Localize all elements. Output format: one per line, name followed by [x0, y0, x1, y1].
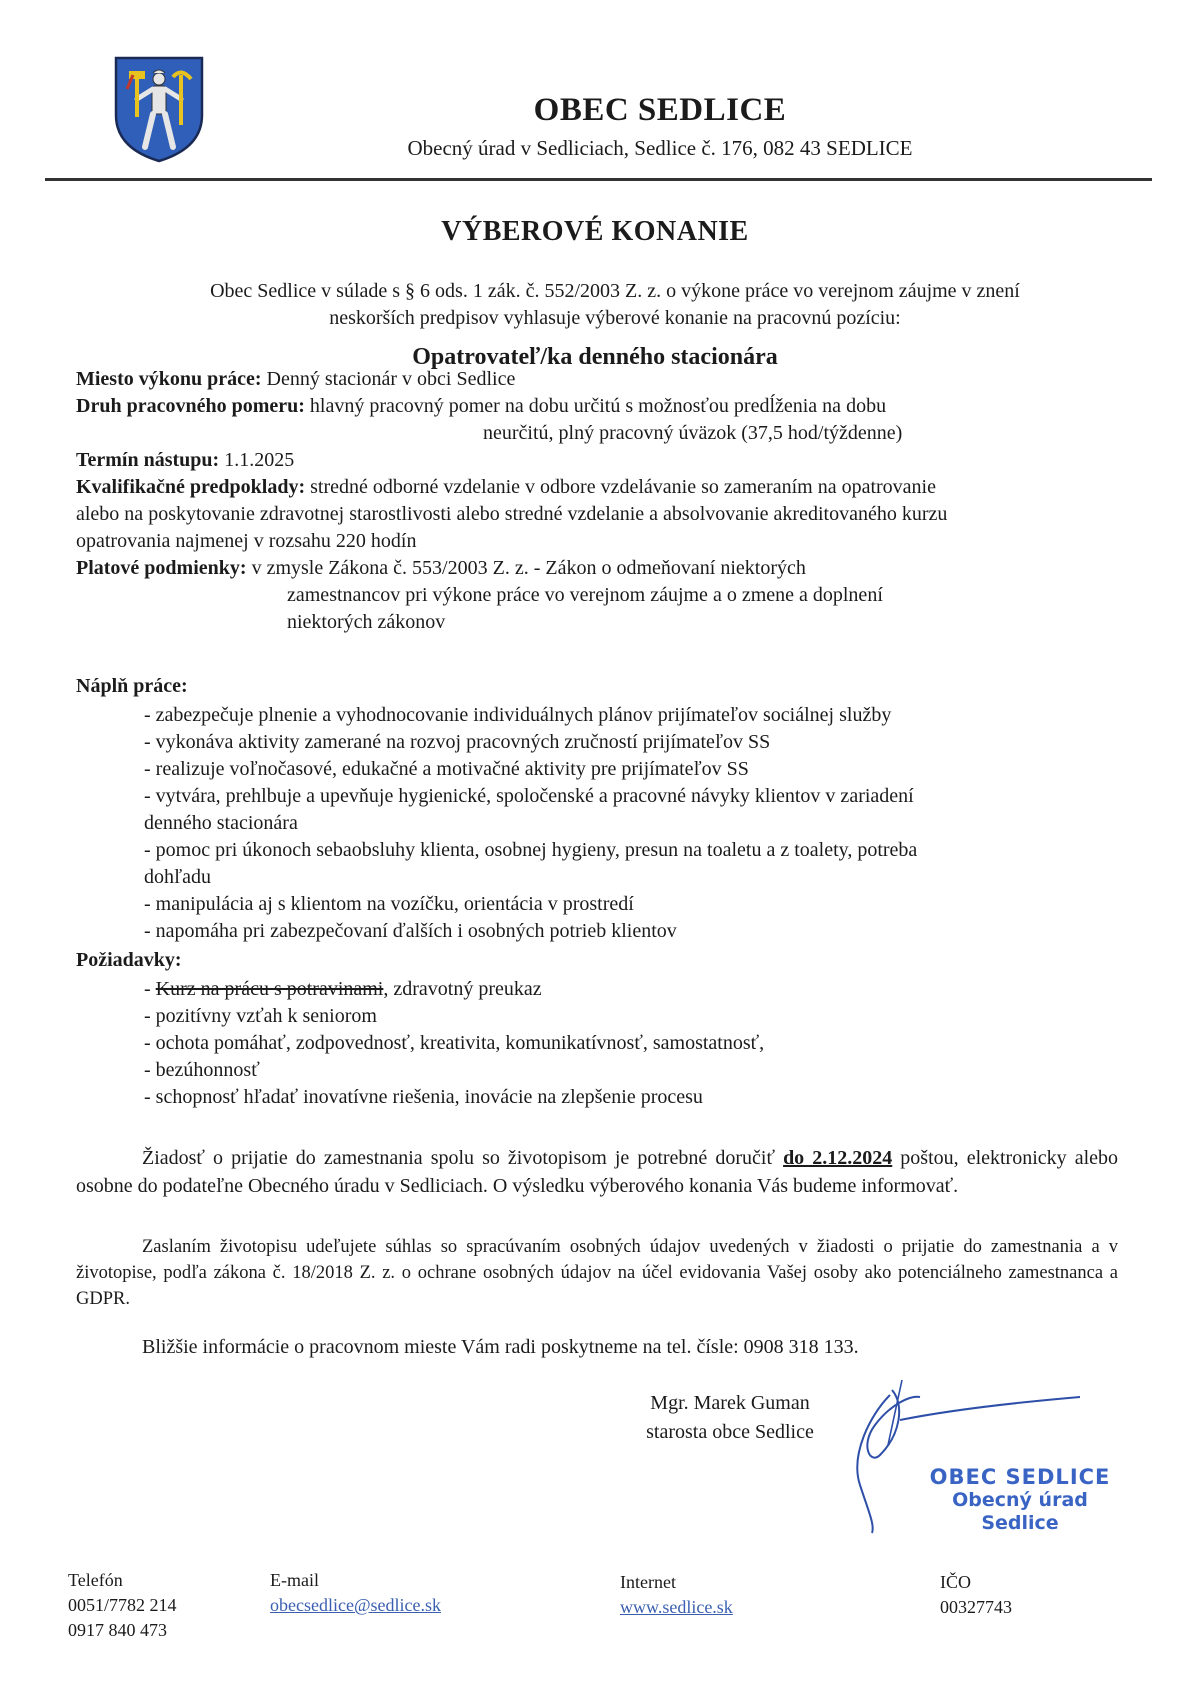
stamp-line-3: Sedlice: [981, 1512, 1059, 1534]
qual-label: Kvalifikačné predpoklady:: [76, 476, 306, 498]
qual-value-cont-2: opatrovania najmenej v rozsahu 220 hodín: [76, 530, 417, 552]
requirement-item: [144, 976, 1134, 1003]
duty-item: - vykonáva aktivity zamerané na rozvoj pracovných zručností prijímateľov SS: [144, 731, 771, 753]
detail-start: [76, 447, 1136, 474]
intro-line-2: neskorších predpisov vyhlasuje výberové konanie na pracovnú pozíciu:: [329, 307, 901, 329]
email-label: E-mail: [270, 1570, 319, 1590]
start-label: Termín nástupu:: [76, 449, 220, 471]
org-name: OBEC SEDLICE: [533, 92, 787, 128]
phone-number-2: 0917 840 473: [68, 1620, 167, 1640]
requirement-rest: , zdravotný preukaz: [383, 978, 542, 1000]
requirement-struck-text: Kurz na prácu s potravinami: [155, 978, 384, 1000]
requirements-label: Požiadavky:: [76, 949, 182, 971]
application-text-a: Žiadosť o prijatie do zamestnania spolu so životopisom je potrebné doručiť: [142, 1147, 784, 1169]
signatory-role: starosta obce Sedlice: [646, 1421, 814, 1443]
phone-label: Telefón: [68, 1570, 123, 1590]
signature-block: [620, 1389, 840, 1447]
contract-value-cont: neurčitú, plný pracovný úväzok (37,5 hod/týždenne): [483, 422, 903, 444]
phone-number-1: 0051/7782 214: [68, 1595, 177, 1615]
requirement-item: - ochota pomáhať, zodpovednosť, kreativita, komunikatívnosť, samostatnosť,: [144, 1032, 765, 1054]
place-label: Miesto výkonu práce:: [76, 368, 262, 390]
contract-label: Druh pracovného pomeru:: [76, 395, 305, 417]
salary-value-cont-1: zamestnancov pri výkone práce vo verejnom záujme a o zmene a doplnení: [287, 584, 883, 606]
intro-paragraph: [110, 278, 1120, 332]
duty-item: - napomáha pri zabezpečovaní ďalších i osobných potrieb klientov: [144, 920, 677, 942]
duty-item: - pomoc pri úkonoch sebaobsluhy klienta, osobnej hygieny, presun na toaletu a z toalety, potreba: [144, 839, 918, 861]
official-stamp: [920, 1466, 1120, 1535]
detail-qualification: [76, 474, 1136, 501]
stamp-line-1: OBEC SEDLICE: [929, 1465, 1111, 1489]
intro-line-1: Obec Sedlice v súlade s § 6 ods. 1 zák. č. 552/2003 Z. z. o výkone práce vo verejnom záujme v znení: [210, 280, 1020, 302]
qual-value: stredné odborné vzdelanie v odbore vzdelávanie so zameraním na opatrovanie: [305, 476, 936, 498]
ico-value: 00327743: [940, 1597, 1012, 1617]
application-text-b: poštou, elektronicky alebo osobne do podateľne Obecného úradu v Sedliciach. O výsledku výberového konania Vás budeme informovať.: [76, 1147, 1119, 1197]
application-paragraph: [76, 1144, 1118, 1200]
footer-ico: [940, 1570, 1012, 1620]
header-divider: [45, 178, 1152, 181]
email-link[interactable]: obecsedlice@sedlice.sk: [270, 1595, 442, 1615]
job-details: [76, 366, 1136, 636]
org-address: Obecný úrad v Sedliciach, Sedlice č. 176, 082 43 SEDLICE: [407, 136, 913, 160]
duty-item: - realizuje voľnočasové, edukačné a motivačné aktivity pre prijímateľov SS: [144, 758, 749, 780]
requirements-list: [144, 976, 1134, 1111]
footer-phone: [68, 1568, 177, 1643]
qual-value-cont-1: alebo na poskytovanie zdravotnej starostlivosti alebo stredné vzdelanie a absolvovanie akreditovaného kurzu: [76, 503, 948, 525]
requirement-item: - bezúhonnosť: [144, 1059, 260, 1081]
duty-item: - vytvára, prehlbuje a upevňuje hygienické, spoločenské a pracovné návyky klientov v zariadení: [144, 785, 914, 807]
duties-label: Náplň práce:: [76, 675, 188, 697]
contract-value: hlavný pracovný pomer na dobu určitú s možnosťou predĺženia na dobu: [304, 395, 887, 417]
detail-contract: [76, 393, 1136, 420]
web-label: Internet: [620, 1572, 676, 1592]
duty-item: - manipulácia aj s klientom na vozíčku, orientácia v prostredí: [144, 893, 634, 915]
footer-web: [620, 1570, 733, 1620]
detail-place: [76, 366, 1136, 393]
website-link[interactable]: www.sedlice.sk: [620, 1597, 733, 1617]
requirement-prefix: -: [144, 978, 156, 1000]
salary-value: v zmysle Zákona č. 553/2003 Z. z. - Zákon o odmeňovaní niektorých: [246, 557, 806, 579]
footer-email: [270, 1568, 441, 1618]
duty-item: denného stacionára: [144, 812, 298, 834]
application-deadline: do 2.12.2024: [783, 1147, 893, 1169]
gdpr-paragraph: Zaslaním životopisu udeľujete súhlas so spracúvaním osobných údajov uvedených v žiadosti o prijatie do zamestnania a v životopise, podľa zákona č. 18/2018 Z. z. o ochrane osobných údajov na účel evidovania Vašej osoby ako potenciálneho zamestnanca a GDPR.: [76, 1237, 1118, 1309]
duty-item: - zabezpečuje plnenie a vyhodnocovanie individuálnych plánov prijímateľov sociálnej služby: [144, 704, 892, 726]
detail-salary: [76, 555, 1136, 582]
requirement-item: - schopnosť hľadať inovatívne riešenia, inovácie na zlepšenie procesu: [144, 1086, 703, 1108]
duty-item: dohľadu: [144, 866, 212, 888]
requirement-item: - pozitívny vzťah k seniorom: [144, 1005, 377, 1027]
signatory-name: Mgr. Marek Guman: [650, 1392, 810, 1414]
ico-label: IČO: [940, 1572, 971, 1592]
salary-label: Platové podmienky:: [76, 557, 247, 579]
position-title: Opatrovateľ/ka denného stacionára: [412, 344, 778, 370]
contact-info-paragraph: Bližšie informácie o pracovnom mieste Vám radi poskytneme na tel. čísle: 0908 318 133.: [142, 1336, 859, 1358]
stamp-line-2: Obecný úrad: [952, 1489, 1088, 1511]
duties-list: [144, 702, 1134, 945]
document-title: VÝBEROVÉ KONANIE: [441, 216, 749, 247]
place-value: Denný stacionár v obci Sedlice: [261, 368, 516, 390]
salary-value-cont-2: niektorých zákonov: [287, 611, 446, 633]
start-value: 1.1.2025: [219, 449, 295, 471]
